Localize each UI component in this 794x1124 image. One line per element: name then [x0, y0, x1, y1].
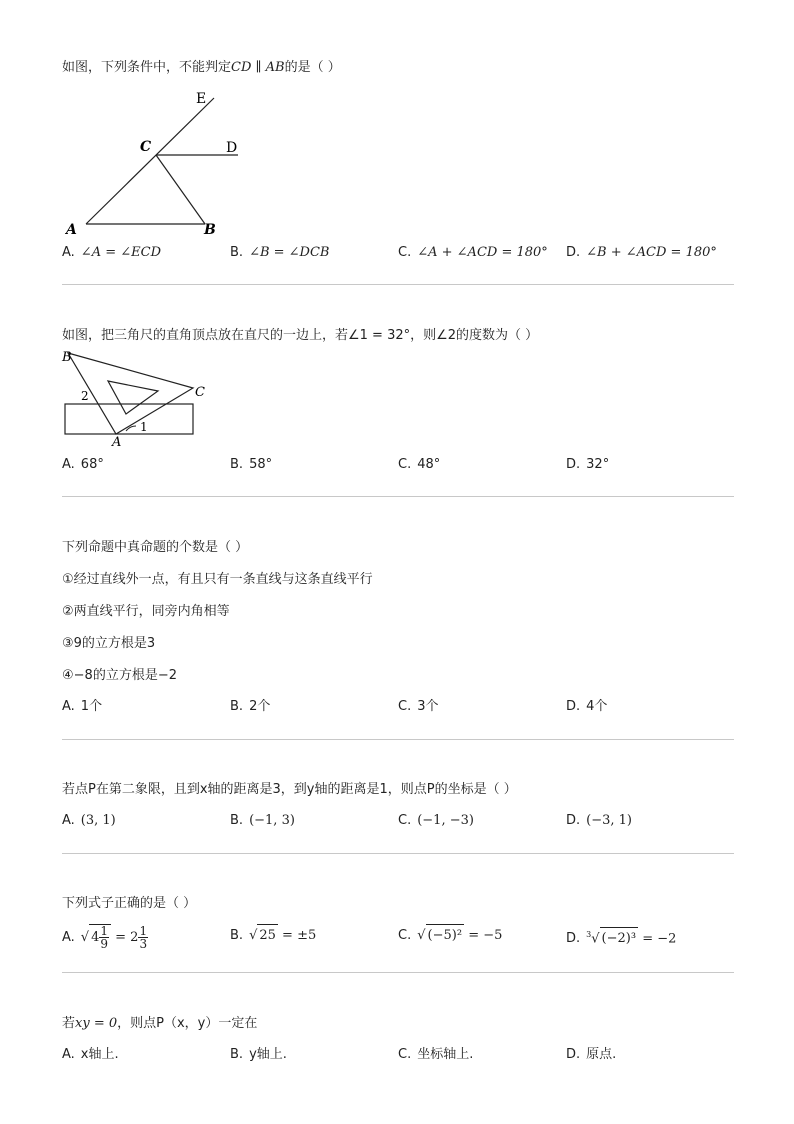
question-2-figure — [60, 348, 220, 448]
label-a: A — [66, 222, 77, 238]
option-c[interactable]: C. 48° — [398, 457, 441, 472]
label-angle-1: 1 — [140, 420, 148, 434]
divider — [62, 739, 734, 740]
statement-4: ④−8的立方根是−2 — [62, 668, 177, 683]
question-4-options — [62, 810, 734, 834]
divider — [62, 972, 734, 973]
question-3 — [62, 538, 734, 738]
label-angle-2: 2 — [81, 389, 89, 403]
label-e: E — [196, 91, 207, 107]
option-a[interactable]: A. x轴上. — [62, 1047, 119, 1062]
option-a[interactable]: A. √ 4 $\frac{1}{9}$ = 2 $\frac{1}{3}$ — [62, 924, 148, 951]
question-2 — [62, 326, 734, 346]
option-a[interactable]: A. ∠A = ∠ECD — [62, 245, 161, 260]
label-b: B — [204, 222, 216, 238]
question-1-stem: 如图，下列条件中，不能判定CD ∥ AB的是（ ） — [62, 60, 341, 75]
statement-3: ③9的立方根是3 — [62, 636, 156, 651]
option-a[interactable]: A. (3, 1) — [62, 813, 116, 828]
option-c[interactable]: C. (−1, −3) — [398, 813, 474, 828]
question-1 — [62, 58, 734, 78]
option-c[interactable]: C. 3个 — [398, 699, 439, 714]
label-d: D — [226, 140, 238, 156]
label-b: B — [62, 350, 72, 365]
option-d[interactable]: D. 4个 — [566, 699, 608, 714]
question-4 — [62, 780, 734, 840]
option-d[interactable]: D. ∠B + ∠ACD = 180° — [566, 245, 717, 260]
question-5-stem: 下列式子正确的是（ ） — [62, 896, 197, 911]
question-6-stem: 若xy = 0，则点P（x，y）一定在 — [62, 1016, 258, 1031]
question-6 — [62, 1014, 734, 1074]
question-1-options — [62, 242, 734, 266]
label-c: C — [195, 385, 205, 400]
question-2-stem: 如图，把三角尺的直角顶点放在直尺的一边上，若∠1 = 32°，则∠2的度数为（ ） — [62, 328, 539, 343]
question-6-options — [62, 1044, 734, 1068]
question-5 — [62, 894, 734, 964]
label-c: C — [140, 139, 152, 155]
question-1-figure — [60, 88, 260, 238]
question-3-options — [62, 696, 734, 720]
option-b[interactable]: B. 2个 — [230, 699, 271, 714]
option-a[interactable]: A. 1个 — [62, 699, 103, 714]
question-2-options — [62, 454, 734, 478]
option-d[interactable]: D. (−3, 1) — [566, 813, 632, 828]
option-d[interactable]: D. $^3$√ (−2)³ = −2 — [566, 924, 676, 950]
divider — [62, 853, 734, 854]
divider — [62, 284, 734, 285]
option-b[interactable]: B. √ 25 = ±5 — [230, 924, 316, 947]
label-a: A — [112, 435, 122, 448]
option-a[interactable]: A. 68° — [62, 457, 104, 472]
option-c[interactable]: C. 坐标轴上. — [398, 1047, 474, 1062]
divider — [62, 496, 734, 497]
option-d[interactable]: D. 32° — [566, 457, 610, 472]
option-b[interactable]: B. 58° — [230, 457, 273, 472]
option-b[interactable]: B. ∠B = ∠DCB — [230, 245, 330, 260]
option-b[interactable]: B. (−1, 3) — [230, 813, 295, 828]
question-4-stem: 若点P在第二象限，且到x轴的距离是3，到y轴的距离是1，则点P的坐标是（ ） — [62, 782, 517, 797]
question-5-options — [62, 922, 734, 958]
statement-1: ①经过直线外一点，有且只有一条直线与这条直线平行 — [62, 572, 373, 587]
option-c[interactable]: C. √ (−5)² = −5 — [398, 924, 502, 947]
option-d[interactable]: D. 原点. — [566, 1047, 617, 1062]
option-c[interactable]: C. ∠A + ∠ACD = 180° — [398, 245, 548, 260]
option-b[interactable]: B. y轴上. — [230, 1047, 287, 1062]
question-3-stem: 下列命题中真命题的个数是（ ） — [62, 540, 249, 555]
statement-2: ②两直线平行，同旁内角相等 — [62, 604, 230, 619]
